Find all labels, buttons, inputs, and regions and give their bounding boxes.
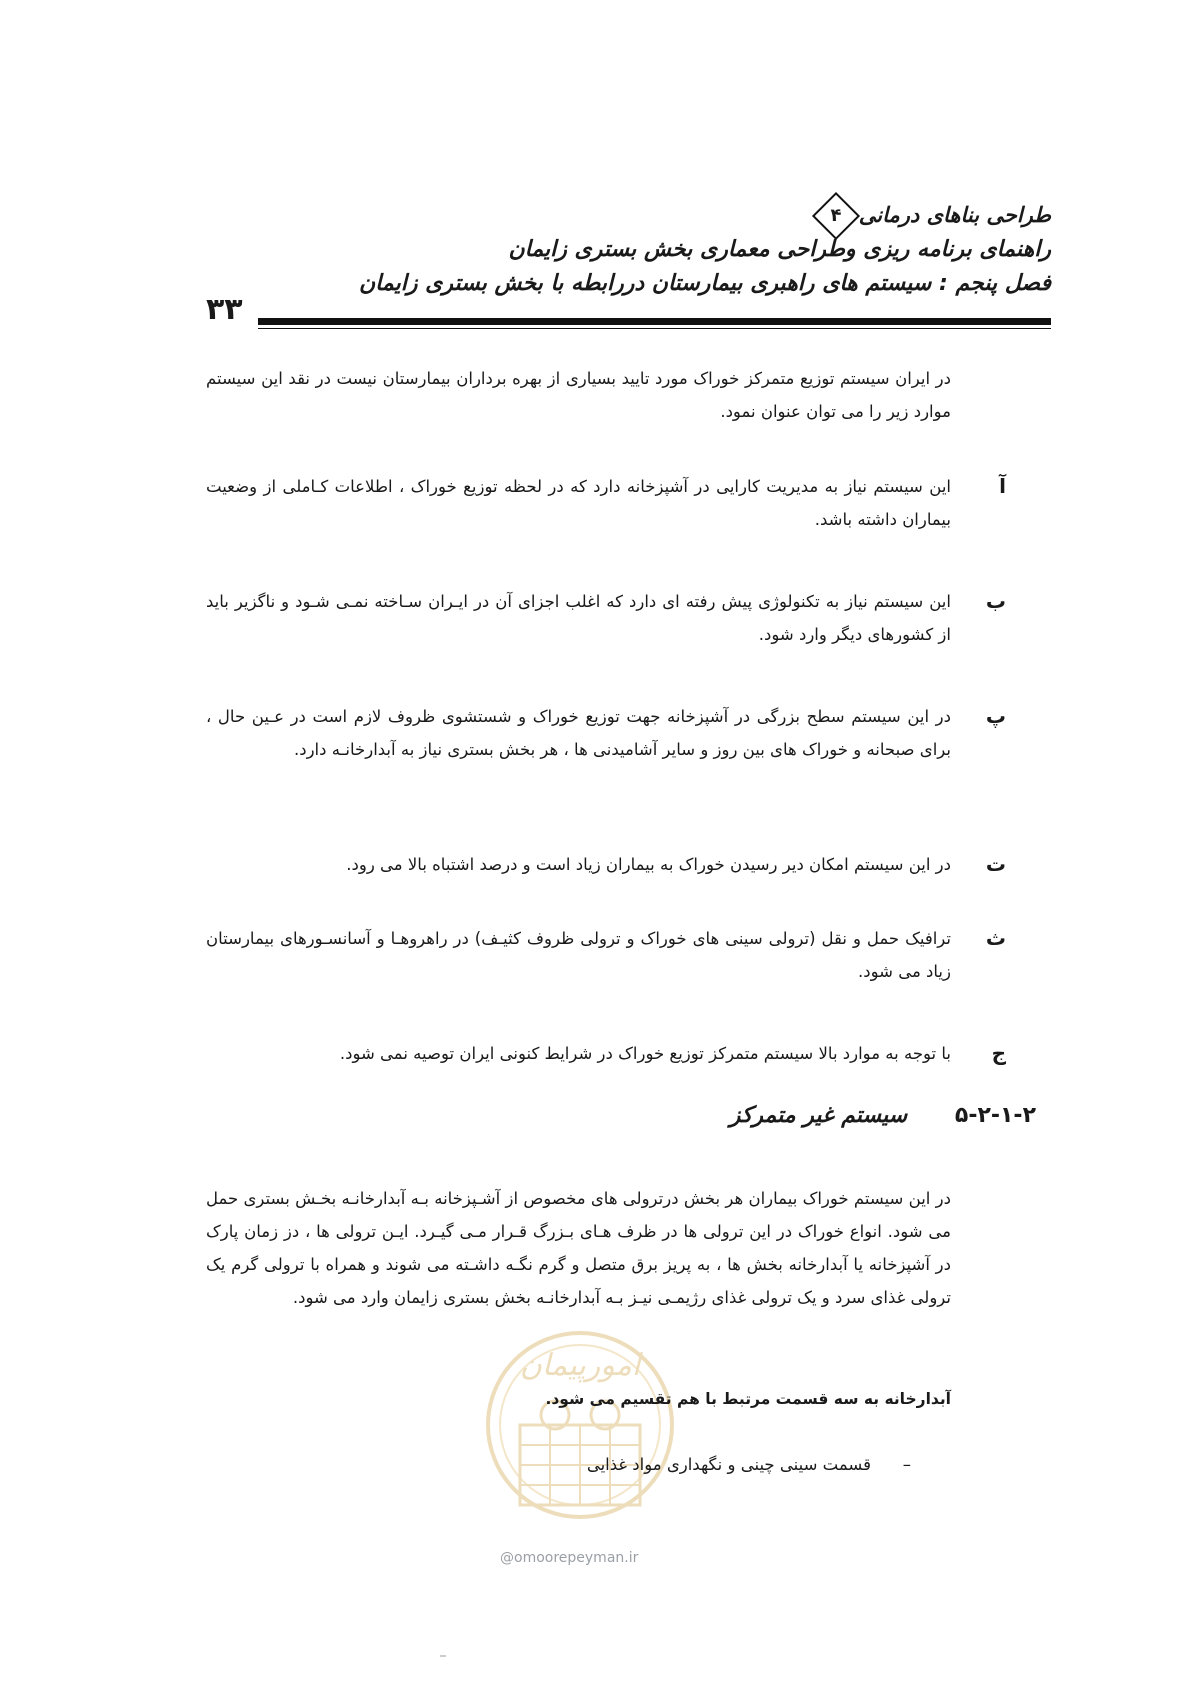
intro-paragraph: در ایران سیستم توزیع متمرکز خوراک مورد تایید بسیاری از بهره برداران بیمارستان نیست در نقد این سیستم موارد زیر را می توان عنوان نمود. (206, 369, 951, 421)
list-marker: ت (985, 852, 1006, 876)
chapter-title: فصل پنجم : سیستم های راهبری بیمارستان دررابطه با بخش بستری زایمان (359, 271, 1051, 296)
bullet-dash: – (902, 1455, 911, 1474)
list-item-text: در این سیستم سطح بزرگی در آشپزخانه جهت توزیع خوراک و شستشوی ظروف لازم است در عـین حال ، برای صبحانه و خوراک های بین روز و سایر آشامیدنی ها ، هر بخش بستری نیاز به آبدارخانـه دارد. (206, 707, 951, 759)
list-item (206, 470, 1006, 536)
list-marker: آ (999, 474, 1006, 498)
section-title: سیستم غیر متمرکز (729, 1103, 908, 1128)
subheading: آبدارخانه به سه قسمت مرتبط با هم تقسیم می شود. (545, 1390, 951, 1408)
book-title: راهنمای برنامه ریزی وطراحی معماری بخش بستری زایمان (508, 237, 1051, 262)
section-body: در این سیستم خوراک بیماران هر بخش درترولی های مخصوص از آشـپزخانه بـه آبدارخانـه بخـش بستری حمل می شود. انواع خوراک در این ترولی ها در ظرف هـای بـزرگ قـرار مـی گیـرد. ایـن ترولی ها ، دز زمان پارک در آشپزخانه یا آبدارخانه بخش ها ، به پریز برق متصل و گرم نگـه داشـته می شوند و همراه با ترولی گرم یک ترولی غذای سرد و یک ترولی غذای رژیمـی نیـز بـه آبدارخانـه بخش بستری زایمان وارد می شود. (206, 1189, 951, 1307)
watermark-url: @omoorepeyman.ir (500, 1550, 639, 1566)
list-item (206, 700, 1006, 766)
section-heading (730, 1103, 1036, 1128)
volume-number: ۴ (830, 205, 842, 226)
watermark-logo (480, 1315, 680, 1545)
list-marker: ج (991, 1041, 1006, 1065)
page-number: ۳۳ (206, 292, 243, 327)
book-series-title (231, 198, 1051, 233)
watermark-url-text: omoorepeyman.ir (514, 1550, 639, 1566)
list-item-text: ترافیک حمل و نقل (ترولی سینی های خوراک و ترولی ظروف کثیـف) در راهروهـا و آسانسـورهای بیمارستان زیاد می شود. (206, 929, 951, 981)
list-item-text: این سیستم نیاز به مدیریت کارایی در آشپزخانه دارد که در لحظه توزیع خوراک ، اطلاعات کـاملی از وضعیت بیماران داشته باشد. (206, 477, 951, 529)
list-item-text: این سیستم نیاز به تکنولوژی پیش رفته ای دارد که اغلب اجزای آن در ایـران سـاخته نمـی شـود و ناگزیر باید از کشورهای دیگر وارد شود. (206, 592, 951, 644)
list-item (206, 848, 1006, 881)
list-item-text: قسمت سینی چینی و نگهداری مواد غذایی (586, 1455, 871, 1474)
list-item-text: در این سیستم امکان دیر رسیدن خوراک به بیماران زیاد است و درصد اشتباه بالا می رود. (346, 855, 951, 874)
header-rule (258, 318, 1051, 325)
scan-mark (440, 1655, 446, 1657)
list-item-text: با توجه به موارد بالا سیستم متمرکز توزیع خوراک در شرایط کنونی ایران توصیه نمی شود. (339, 1044, 951, 1063)
list-marker: پ (985, 704, 1006, 728)
list-item (586, 1455, 911, 1474)
section-number: ۵-۲-۱-۲ (954, 1103, 1036, 1128)
page-header (231, 198, 1051, 301)
list-item (206, 585, 1006, 651)
list-marker: ب (985, 589, 1006, 613)
watermark-logo-text: امورپیمان (519, 1348, 641, 1383)
series-title-text: طراحی بناهای درمانی (858, 203, 1051, 227)
list-item (206, 922, 1006, 988)
list-marker: ث (985, 926, 1006, 950)
list-item (206, 1037, 1006, 1070)
